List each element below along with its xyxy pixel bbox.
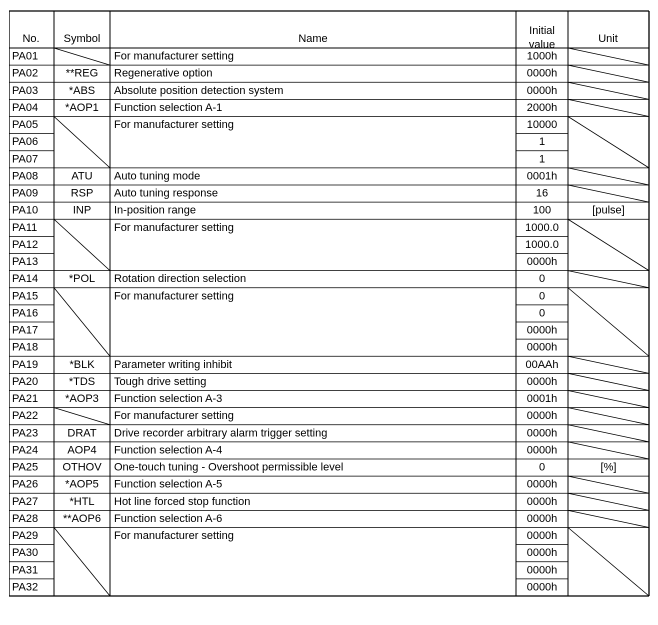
parameter-symbol: RSP	[70, 187, 94, 200]
parameter-no: PA02	[12, 67, 39, 80]
parameter-symbol: INP	[72, 204, 92, 217]
header-no: No.	[22, 33, 40, 45]
parameter-name: One-touch tuning - Overshoot permissible level	[114, 461, 344, 474]
parameter-name: Function selection A-1	[114, 101, 223, 114]
initial-value: 00AAh	[525, 358, 559, 371]
parameter-no: PA15	[12, 290, 39, 303]
blank-cell-diagonal	[568, 219, 649, 270]
parameter-no: PA29	[12, 530, 39, 543]
parameter-no: PA06	[12, 136, 39, 149]
parameter-name: Function selection A-6	[114, 512, 223, 525]
parameter-no: PA13	[12, 256, 39, 269]
blank-cell-diagonal	[568, 48, 649, 65]
parameter-name: Hot line forced stop function	[114, 495, 251, 508]
initial-value: 0000h	[526, 530, 558, 543]
parameter-symbol: *ABS	[68, 84, 96, 97]
parameter-name: For manufacturer setting	[114, 290, 234, 303]
parameter-unit: [%]	[600, 461, 617, 474]
parameter-no: PA21	[12, 393, 39, 406]
blank-cell-diagonal	[54, 288, 110, 357]
parameter-name: Parameter writing inhibit	[114, 358, 232, 371]
parameter-name: For manufacturer setting	[114, 410, 234, 423]
parameter-no: PA17	[12, 324, 39, 337]
parameter-symbol: *AOP1	[65, 101, 99, 114]
parameter-name: Drive recorder arbitrary alarm trigger setting	[114, 427, 328, 440]
parameter-name: For manufacturer setting	[114, 221, 234, 234]
header-initial-value-line1: Initial	[529, 25, 555, 37]
initial-value: 0000h	[526, 427, 558, 440]
parameter-no: PA32	[12, 581, 39, 594]
blank-cell-diagonal	[568, 82, 649, 99]
parameter-symbol: DRAT	[67, 427, 97, 440]
parameter-no: PA30	[12, 547, 39, 560]
blank-cell-diagonal	[568, 168, 649, 185]
initial-value: 0001h	[526, 170, 558, 183]
parameter-no: PA26	[12, 478, 39, 491]
initial-value: 0000h	[526, 478, 558, 491]
parameter-no: PA16	[12, 307, 39, 320]
blank-cell-diagonal	[568, 271, 649, 288]
blank-cell-diagonal	[54, 528, 110, 597]
parameter-name: Regenerative option	[114, 67, 213, 80]
parameter-name: In-position range	[114, 204, 196, 217]
initial-value: 0	[538, 290, 546, 303]
initial-value: 100	[532, 204, 552, 217]
parameter-symbol: *AOP3	[65, 393, 99, 406]
initial-value: 0000h	[526, 512, 558, 525]
parameter-no: PA27	[12, 495, 39, 508]
parameter-no: PA04	[12, 101, 39, 114]
parameter-name: Function selection A-3	[114, 393, 223, 406]
parameter-symbol: **REG	[65, 67, 99, 80]
initial-value: 1000.0	[525, 221, 559, 234]
header-initial-value-line2: value	[528, 39, 556, 51]
parameter-name: Function selection A-4	[114, 444, 223, 457]
parameter-name: For manufacturer setting	[114, 50, 234, 63]
blank-cell-diagonal	[54, 219, 110, 270]
parameter-no: PA03	[12, 84, 39, 97]
parameter-table	[9, 10, 651, 622]
initial-value: 0	[538, 273, 546, 286]
initial-value: 2000h	[526, 101, 558, 114]
parameter-name: Function selection A-5	[114, 478, 223, 491]
initial-value: 0000h	[526, 324, 558, 337]
header-symbol: Symbol	[63, 33, 101, 45]
parameter-no: PA31	[12, 564, 39, 577]
parameter-no: PA19	[12, 358, 39, 371]
parameter-no: PA23	[12, 427, 39, 440]
initial-value: 0000h	[526, 564, 558, 577]
parameter-name: Auto tuning mode	[114, 170, 201, 183]
parameter-no: PA24	[12, 444, 39, 457]
blank-cell-diagonal	[568, 356, 649, 373]
initial-value: 16	[535, 187, 549, 200]
blank-cell-diagonal	[568, 510, 649, 527]
initial-value: 0001h	[526, 393, 558, 406]
initial-value: 0	[538, 461, 546, 474]
initial-value: 0000h	[526, 547, 558, 560]
initial-value: 0000h	[526, 341, 558, 354]
initial-value: 10000	[526, 119, 558, 132]
parameter-no: PA14	[12, 273, 39, 286]
parameter-no: PA25	[12, 461, 39, 474]
parameter-no: PA28	[12, 512, 39, 525]
blank-cell-diagonal	[568, 65, 649, 82]
parameter-symbol: **AOP6	[63, 512, 101, 525]
parameter-name: Tough drive setting	[114, 375, 207, 388]
parameter-no: PA07	[12, 153, 39, 166]
blank-cell-diagonal	[568, 408, 649, 425]
blank-cell-diagonal	[568, 185, 649, 202]
initial-value: 0000h	[526, 581, 558, 594]
parameter-no: PA18	[12, 341, 39, 354]
parameter-no: PA22	[12, 410, 39, 423]
blank-cell-diagonal	[568, 425, 649, 442]
parameter-symbol: AOP4	[67, 444, 97, 457]
table-rules	[9, 11, 649, 596]
parameter-symbol: *AOP5	[65, 478, 99, 491]
initial-value: 0000h	[526, 375, 558, 388]
parameter-symbol: *TDS	[68, 375, 96, 388]
parameter-symbol: *POL	[68, 273, 96, 286]
blank-cell-diagonal	[568, 442, 649, 459]
parameter-no: PA12	[12, 238, 39, 251]
table-header	[22, 25, 617, 51]
blank-cell-diagonal	[568, 493, 649, 510]
initial-value: 0000h	[526, 67, 558, 80]
parameter-no: PA05	[12, 119, 39, 132]
blank-cell-diagonal	[568, 288, 649, 357]
initial-value: 0000h	[526, 444, 558, 457]
parameter-no: PA20	[12, 375, 39, 388]
initial-value: 0000h	[526, 84, 558, 97]
blank-cell-diagonal	[568, 373, 649, 390]
parameter-name: For manufacturer setting	[114, 530, 234, 543]
blank-cell-diagonal	[568, 99, 649, 116]
parameter-symbol: ATU	[71, 170, 93, 183]
parameter-no: PA01	[12, 50, 39, 63]
parameter-name: Rotation direction selection	[114, 273, 247, 286]
initial-value: 0000h	[526, 256, 558, 269]
initial-value: 0000h	[526, 495, 558, 508]
parameter-symbol: *BLK	[69, 358, 95, 371]
header-name: Name	[298, 33, 328, 45]
blank-cell-diagonal	[54, 408, 110, 425]
parameter-name: Absolute position detection system	[114, 84, 284, 97]
parameter-no: PA08	[12, 170, 39, 183]
blank-cell-diagonal	[568, 117, 649, 168]
parameter-no: PA09	[12, 187, 39, 200]
header-unit: Unit	[598, 33, 618, 45]
parameter-table-grid	[9, 10, 651, 617]
blank-cell-diagonal	[568, 391, 649, 408]
initial-value: 1	[538, 136, 546, 149]
initial-value: 1000h	[526, 50, 558, 63]
blank-cell-diagonal	[568, 528, 649, 597]
blank-cell-diagonal	[54, 117, 110, 168]
parameter-symbol: *HTL	[69, 495, 95, 508]
parameter-no: PA10	[12, 204, 39, 217]
initial-value: 1000.0	[525, 238, 559, 251]
blank-cell-diagonal	[54, 48, 110, 65]
parameter-unit: [pulse]	[592, 204, 625, 217]
parameter-symbol: OTHOV	[62, 461, 102, 474]
initial-value: 1	[538, 153, 546, 166]
parameter-name: For manufacturer setting	[114, 119, 234, 132]
parameter-name: Auto tuning response	[114, 187, 218, 200]
blank-cell-diagonal	[568, 476, 649, 493]
parameter-no: PA11	[12, 221, 38, 234]
initial-value: 0000h	[526, 410, 558, 423]
initial-value: 0	[538, 307, 546, 320]
